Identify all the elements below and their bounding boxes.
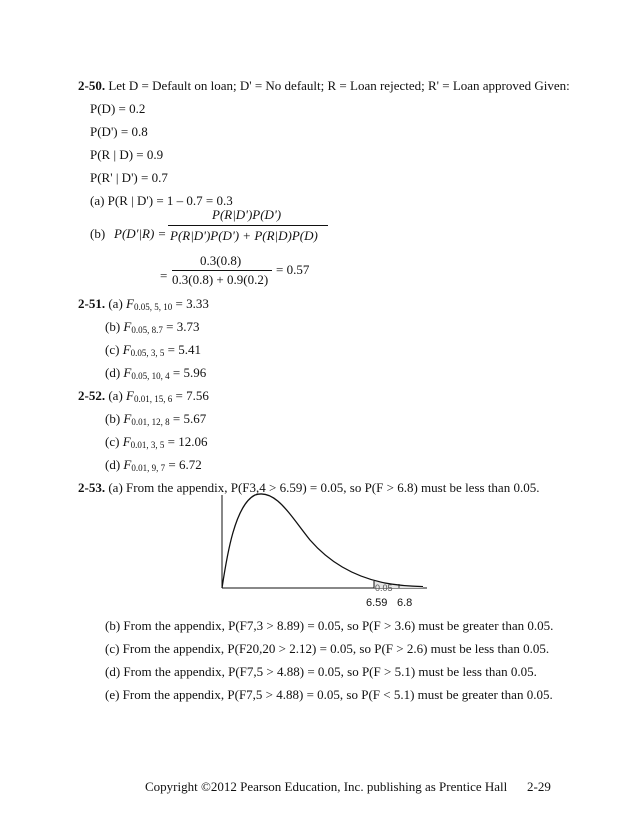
f-subscript: 0.01, 12, 8: [131, 417, 170, 427]
part-b-label: (b): [90, 226, 106, 241]
f-value: = 6.72: [168, 457, 202, 472]
f-symbol: F: [123, 365, 132, 380]
item-label: (a): [108, 388, 123, 403]
problem-2-51-a: [78, 296, 209, 312]
f-subscript: 0.05, 5, 10: [133, 302, 173, 312]
f-distribution-figure: [215, 485, 440, 615]
f-value: = 7.56: [175, 388, 209, 403]
f-subscript: 0.01, 3, 5: [130, 440, 165, 450]
copyright-footer: Copyright ©2012 Pearson Education, Inc. publishing as Prentice Hall: [145, 779, 508, 794]
f-symbol: F: [126, 388, 134, 403]
problem-2-51-b: [105, 319, 199, 335]
problem-2-52-c: [105, 434, 207, 450]
problem-2-51-c: [105, 342, 201, 358]
problem-2-53-c: (c) From the appendix, P(F20,20 > 2.12) = 0.05, so P(F > 2.6) must be less than 0.05.: [105, 641, 550, 656]
f-value: = 5.67: [172, 411, 207, 426]
f-value: = 12.06: [167, 434, 208, 449]
page-number: 2-29: [527, 779, 551, 794]
f-symbol: F: [123, 411, 132, 426]
problem-number: 2-51.: [78, 296, 106, 311]
problem-number: 2-53.: [78, 480, 106, 495]
bayes-denominator: P(R|D')P(D') + P(R|D)P(D): [170, 228, 318, 243]
problem-number: 2-50.: [78, 78, 106, 93]
problem-2-52-a: [78, 388, 209, 404]
bayes-numerator: P(R|D')P(D'): [212, 207, 282, 222]
fraction-bar: [168, 225, 328, 226]
problem-2-51-d: [105, 365, 206, 381]
tick-label-6-59: 6.59: [366, 597, 388, 609]
item-label: (d): [105, 457, 121, 472]
f-symbol: F: [122, 342, 131, 357]
part-text: (a) From the appendix, P(F3,4 > 6.59) = 0.05, so P(F > 6.8) must be less than 0.05.: [108, 480, 540, 495]
step2-result: = 0.57: [276, 262, 310, 277]
part-a-answer: (a) P(R | D') = 1 – 0.7 = 0.3: [90, 193, 233, 208]
item-label: (b): [105, 411, 121, 426]
item-label: (d): [105, 365, 121, 380]
f-subscript: 0.01, 9, 7: [131, 463, 166, 473]
f-value: = 3.33: [175, 296, 209, 311]
f-subscript: 0.01, 15, 6: [133, 394, 173, 404]
item-label: (a): [108, 296, 123, 311]
step2-numerator: 0.3(0.8): [200, 253, 242, 268]
given-line: P(R' | D') = 0.7: [90, 170, 168, 185]
problem-2-53-d: (d) From the appendix, P(F7,5 > 4.88) = 0.05, so P(F > 5.1) must be less than 0.05.: [105, 664, 537, 679]
problem-2-50-intro: [78, 78, 570, 94]
problem-2-53-e: (e) From the appendix, P(F7,5 > 4.88) = 0.05, so P(F < 5.1) must be greater than 0.05.: [105, 687, 553, 702]
problem-2-52-b: [105, 411, 206, 427]
f-subscript: 0.05, 3, 5: [130, 348, 165, 358]
f-value: = 3.73: [166, 319, 200, 334]
item-label: (c): [105, 434, 120, 449]
tick-label-6-8: 6.8: [397, 597, 413, 609]
f-symbol: F: [126, 296, 134, 311]
step2-denominator: 0.3(0.8) + 0.9(0.2): [172, 272, 269, 287]
bayes-lhs: P(D'|R) =: [114, 226, 167, 241]
f-value: = 5.41: [167, 342, 201, 357]
f-symbol: F: [122, 434, 131, 449]
given-line: P(D') = 0.8: [90, 124, 148, 139]
problem-2-52-d: [105, 457, 202, 473]
problem-2-53-b: (b) From the appendix, P(F7,3 > 8.89) = 0.05, so P(F > 3.6) must be greater than 0.05.: [105, 618, 554, 633]
density-curve: [222, 494, 423, 588]
f-value: = 5.96: [172, 365, 207, 380]
problem-number: 2-52.: [78, 388, 106, 403]
given-line: P(R | D) = 0.9: [90, 147, 164, 162]
f-symbol: F: [123, 457, 132, 472]
f-subscript: 0.05, 10, 4: [131, 371, 170, 381]
item-label: (b): [105, 319, 121, 334]
f-symbol: F: [123, 319, 132, 334]
given-line: P(D) = 0.2: [90, 101, 146, 116]
f-subscript: 0.05, 8.7: [131, 325, 163, 335]
tail-area-label: 0.05: [375, 583, 393, 593]
item-label: (c): [105, 342, 120, 357]
intro-text: Let D = Default on loan; D' = No default; R = Loan rejected; R' = Loan approved Given:: [108, 78, 570, 93]
step2-equals: =: [160, 268, 168, 283]
fraction-bar: [172, 270, 272, 271]
